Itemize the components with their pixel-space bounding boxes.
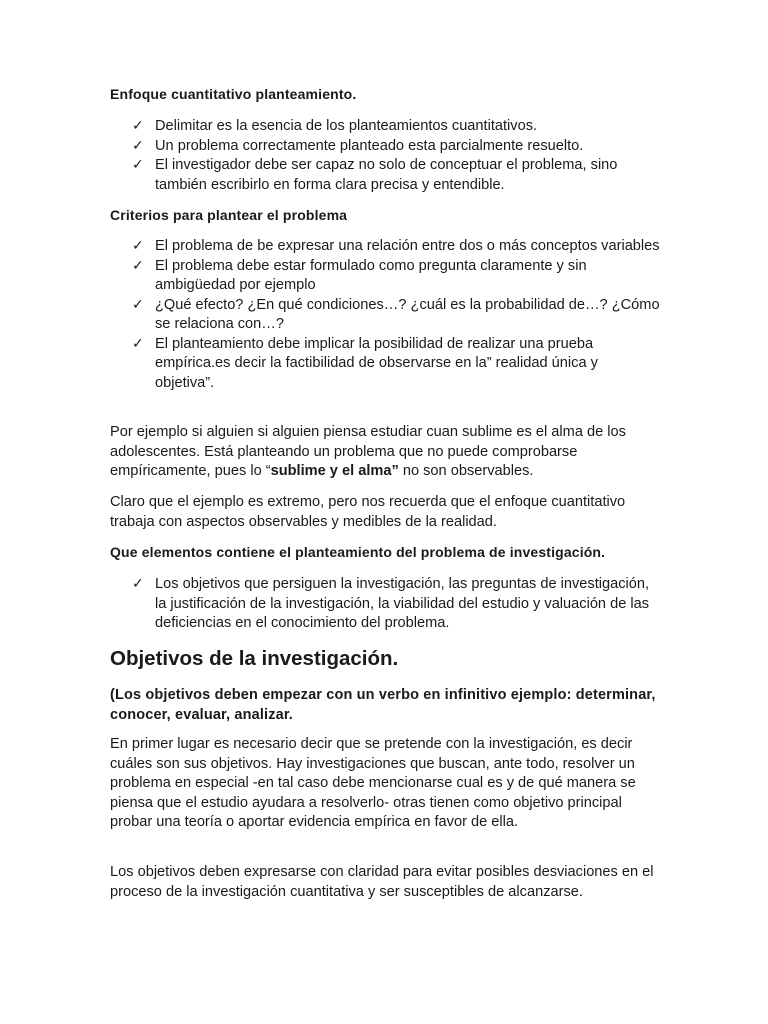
section-title-criterios: Criterios para plantear el problema: [110, 207, 348, 223]
list-item: [110, 257, 660, 296]
list-item-text: Un problema correctamente planteado esta parcialmente resuelto.: [155, 137, 584, 154]
paragraph-text: no son observables.: [398, 463, 534, 479]
checklist-enfoque: [110, 117, 660, 195]
section-title-elementos: Que elementos contiene el planteamiento del problema de investigación.: [110, 544, 606, 560]
list-item-text: Los objetivos que persiguen la investigación, las preguntas de investigación, la justificación de la investigación, la viabilidad del estudio y valuación de las deficiencias en el conocimiento del problema.: [155, 576, 650, 631]
list-item: [110, 335, 660, 394]
checkmark-icon: ✓: [132, 335, 144, 352]
checkmark-icon: ✓: [132, 118, 144, 134]
paragraph-bold-text: sublime y el alma”: [270, 463, 399, 479]
list-item-text: El problema debe estar formulado como pregunta claramente y sin ambigüedad por ejemplo: [155, 257, 587, 293]
checkmark-icon: ✓: [132, 137, 144, 154]
checkmark-icon: ✓: [132, 238, 144, 254]
checklist-elementos: [110, 575, 660, 634]
checkmark-icon: ✓: [132, 296, 144, 313]
list-item-text: El investigador debe ser capaz no solo de conceptuar el problema, sino también escribirlo en forma clara precisa y entendible.: [155, 157, 618, 193]
objectives-note: (Los objetivos deben empezar con un verbo en infinitivo ejemplo: determinar, conocer, evaluar, analizar.: [110, 687, 656, 723]
paragraph-text: Por ejemplo si alguien si alguien piensa estudiar cuan sublime es el alma de los adolescentes. Está planteando un problema que no puede comprobarse empíricamente, pues lo “: [110, 424, 626, 479]
paragraph-objectives-clarity: Los objetivos deben expresarse con claridad para evitar posibles desviaciones en el proceso de la investigación cuantitativa y ser susceptibles de alcanzarse.: [110, 864, 654, 900]
paragraph-example: [110, 423, 660, 482]
list-item-text: El problema de be expresar una relación entre dos o más conceptos variables: [155, 238, 660, 254]
list-item: [110, 156, 660, 195]
checkmark-icon: ✓: [132, 257, 144, 274]
section-title-enfoque: Enfoque cuantitativo planteamiento.: [110, 86, 357, 102]
list-item-text: Delimitar es la esencia de los planteamientos cuantitativos.: [155, 118, 538, 134]
list-item-text: El planteamiento debe implicar la posibilidad de realizar una prueba empírica.es decir la factibilidad de observarse en la” realidad única y objetiva”.: [155, 335, 598, 391]
checkmark-icon: ✓: [132, 157, 144, 173]
paragraph-objectives: En primer lugar es necesario decir que se pretende con la investigación, es decir cuáles son sus objetivos. Hay investigaciones que buscan, ante todo, resolver un problema en especial -en tal caso debe mencionarse cual es y de qué manera se piensa que el estudio ayudara a resolverlo- otras tienen como objetivo principal probar una teoría o aportar evidencia empírica en favor de ella.: [110, 736, 636, 830]
list-item: [110, 575, 660, 634]
list-item-text: ¿Qué efecto? ¿En qué condiciones…? ¿cuál es la probabilidad de…? ¿Cómo se relaciona con…?: [155, 296, 660, 332]
paragraph-claro: Claro que el ejemplo es extremo, pero nos recuerda que el enfoque cuantitativo trabaja con aspectos observables y medibles de la realidad.: [110, 494, 626, 530]
list-item: [110, 137, 660, 157]
list-item: [110, 117, 660, 137]
list-item: [110, 296, 660, 335]
objectives-heading: Objetivos de la investigación.: [110, 647, 399, 670]
checkmark-icon: ✓: [132, 576, 144, 592]
list-item: [110, 237, 660, 257]
checklist-criterios: [110, 237, 660, 393]
